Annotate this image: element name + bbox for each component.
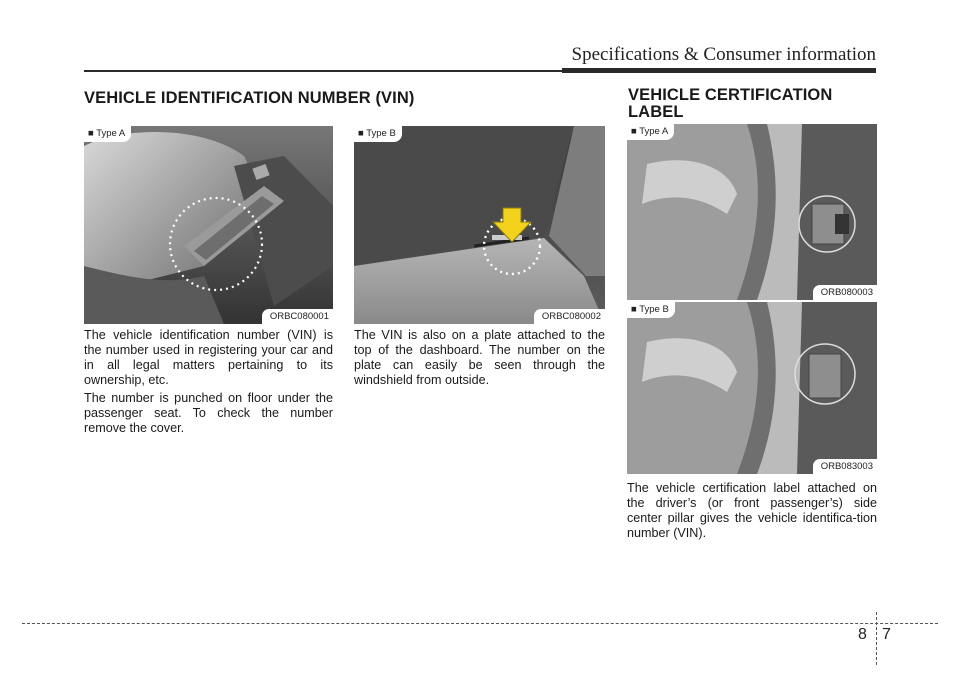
vin-paragraph-3: The VIN is also on a plate attached to the top of the dashboard. The number on the plate can easily be seen through the windshield from outside.: [354, 328, 605, 387]
figure-code: ORB083003: [813, 459, 877, 474]
black-square-icon: ■: [631, 304, 640, 315]
dashboard-illustration: [354, 126, 605, 324]
figure-pillar-type-a: [627, 124, 877, 300]
page-number: 7: [882, 626, 891, 643]
vin-heading: VEHICLE IDENTIFICATION NUMBER (VIN): [84, 89, 415, 107]
pillar-a-illustration: [627, 124, 877, 300]
header-bar: [562, 68, 876, 73]
footer-rule: [22, 623, 938, 624]
cert-paragraph: The vehicle certification label attached on the driver’s (or front passenger’s) side center pillar gives the vehicle identifica-tion number (VIN).: [627, 481, 877, 540]
seat-floor-illustration: [84, 126, 333, 324]
section-title: Specifications & Consumer information: [571, 44, 876, 65]
figure-dashboard: [354, 126, 605, 324]
type-b-tag: ■ Type B: [627, 302, 675, 318]
figure-seat-floor: [84, 126, 333, 324]
figure-pillar-type-b: [627, 302, 877, 474]
black-square-icon: ■: [631, 126, 640, 137]
figure-code: ORB080003: [813, 285, 877, 300]
figure-code: ORBC080002: [534, 309, 605, 324]
cert-heading: VEHICLE CERTIFICATION LABEL: [628, 86, 833, 121]
figure-code: ORBC080001: [262, 309, 333, 324]
section-number: 8: [858, 626, 867, 643]
type-a-tag: ■ Type A: [84, 126, 131, 142]
vin-paragraph-2: The number is punched on floor under the passenger seat. To check the number remove the cover.: [84, 391, 333, 435]
type-b-tag: ■ Type B: [354, 126, 402, 142]
footer-divider: [876, 612, 877, 665]
black-square-icon: ■: [358, 128, 367, 139]
type-a-tag: ■ Type A: [627, 124, 674, 140]
pillar-b-illustration: [627, 302, 877, 474]
vin-paragraph-1: The vehicle identification number (VIN) is the number used in registering your car and in all legal matters pertaining to its ownership, etc.: [84, 328, 333, 387]
black-square-icon: ■: [88, 128, 97, 139]
